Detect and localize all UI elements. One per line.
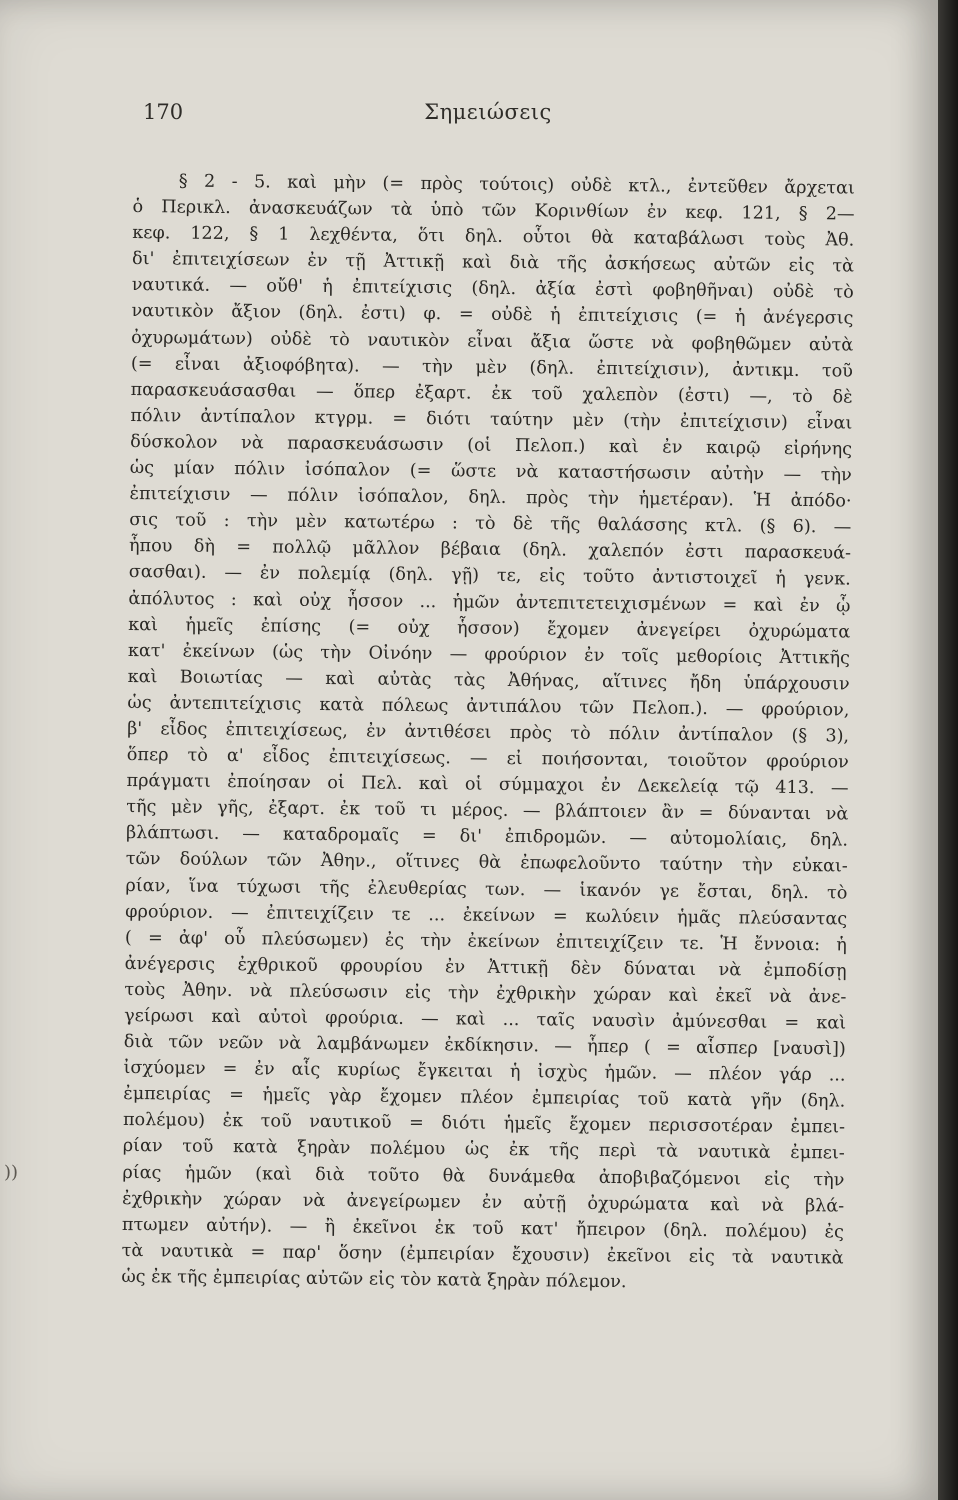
text-line: γείρωσι καὶ αὐτοὶ φρούρια. — καὶ ... ταῖς ναυσὶν ἀμύνεσθαι = καὶ: [124, 1005, 847, 1034]
text-line: τοὺς Ἀθην. νὰ πλεύσωσιν εἰς τὴν ἐχθρικὴν χώραν καὶ ἐκεῖ νὰ ἀνε-: [124, 979, 847, 1008]
text-line: ρίαν, ἵνα τύχωσι τῆς ἐλευθερίας των. — ἱκανόν γε ἔσται, δηλ. τὸ: [125, 875, 848, 904]
notes-text-block: [121, 168, 855, 1298]
text-line: (= εἶναι ἀξιοφόβητα). — τὴν μὲν (δηλ. ἐπιτείχισιν), ἀντικμ. τοῦ: [130, 353, 854, 382]
text-line: ὡς ἀντεπιτείχισις κατὰ πόλεως ἀντιπάλου τῶν Πελοπ.). — φρούριον,: [127, 692, 850, 721]
page-edge-shadow: [938, 0, 958, 1500]
text-line: δύσκολον νὰ παρασκευάσωσιν (οἱ Πελοπ.) καὶ ἐν καιρῷ εἰρήνης: [130, 431, 853, 460]
text-line: ἐμπειρίας = ἡμεῖς γὰρ ἔχομεν πλέον ἐμπειρίας τοῦ κατὰ γῆν (δηλ.: [123, 1084, 846, 1112]
margin-mark: )): [4, 1162, 19, 1183]
text-line: φρούριον. — ἐπιτειχίζειν τε ... ἐκείνων = κωλύειν ἡμᾶς πλεύσαντας: [125, 901, 848, 930]
text-line: ἐπιτείχισιν — πόλιν ἰσόπαλον, δηλ. πρὸς τὴν ἡμετέραν). Ἡ ἀπόδο·: [129, 484, 852, 512]
text-line: β' εἶδος ἐπιτειχίσεως, ἐν ἀντιθέσει πρὸς τὸ πόλιν ἀντίπαλον (§ 3),: [127, 718, 850, 747]
text-line: ναυτικά. — οὔθ' ἡ ἐπιτείχισις (δηλ. ἀξία ἐστὶ φοβηθῆναι) οὐδὲ τὸ: [131, 275, 854, 303]
text-line: ἀνέγερσις ἐχθρικοῦ φρουρίου ἐν Ἀττικῇ δὲν δύναται νὰ ἐμποδίσῃ: [124, 953, 847, 982]
text-line: ρίας ἡμῶν (καὶ διὰ τοῦτο θὰ δυνάμεθα ἀποβιβαζόμενοι εἰς τὴν: [122, 1162, 845, 1191]
text-line: δι' ἐπιτειχίσεων ἐν τῇ Ἀττικῇ καὶ διὰ τῆς ἀσκήσεως αὐτῶν εἰς τὰ: [131, 249, 855, 277]
text-line: παρασκευάσασθαι — ὅπερ ἐξαρτ. ἐκ τοῦ χαλεπὸν (ἐστι) —, τὸ δὲ: [130, 379, 853, 408]
page-number: 170: [143, 100, 184, 124]
text-line: ἰσχύομεν = ἐν αἷς κυρίως ἔγκειται ἡ ἰσχὺς ἡμῶν. — πλέον γάρ ...: [123, 1058, 846, 1086]
text-line: διὰ τῶν νεῶν νὰ λαμβάνωμεν ἐκδίκησιν. — ἧπερ ( = αἷσπερ [ναυσὶ]): [123, 1032, 846, 1060]
text-line: ἀπόλυτος : καὶ οὐχ ἧσσον ... ἡμῶν ἀντεπιτετειχισμένων = καὶ ἐν ᾧ: [128, 588, 851, 617]
text-line: ὡς ἐκ τῆς ἐμπειρίας αὐτῶν εἰς τὸν κατὰ ξηρὰν πόλεμον.: [121, 1266, 627, 1293]
text-line: κεφ. 122, § 1 λεχθέντα, ὅτι δηλ. οὗτοι θὰ καταβάλωσι τοὺς Ἀθ.: [132, 223, 855, 251]
text-line: ὁ Περικλ. ἀνασκευάζων τὰ ὑπὸ τῶν Κορινθίων ἐν κεφ. 121, § 2—: [132, 197, 855, 225]
text-line: ρίαν τοῦ κατὰ ξηρὰν πολέμου ὡς ἐκ τῆς περὶ τὰ ναυτικὰ ἐμπει-: [122, 1136, 845, 1164]
text-line: πόλιν ἀντίπαλον κτγρμ. = διότι ταύτην μὲν (τὴν ἐπιτείχισιν) εἶναι: [130, 405, 853, 434]
text-line: § 2 - 5. καὶ μὴν (= πρὸς τούτοις) οὐδὲ κτλ., ἐντεῦθεν ἄρχεται: [178, 171, 855, 199]
text-line: ἧπου δὴ = πολλῷ μᾶλλον βέβαια (δηλ. χαλεπόν ἐστι παρασκευά-: [128, 536, 852, 564]
page-header: [143, 100, 833, 130]
text-line: ( = ἀφ' οὗ πλεύσωμεν) ἐς τὴν ἐκείνων ἐπιτειχίζειν τε. Ἡ ἔννοια: ἡ: [124, 927, 848, 956]
text-line: πτωμεν αὐτήν). — ἢ ἐκεῖνοι ἐκ τοῦ κατ' ἤπειρον (δηλ. πολέμου) ἐς: [121, 1214, 844, 1243]
text-line: τῆς μὲν γῆς, ἐξαρτ. ἐκ τοῦ τι μέρος. — βλάπτοιεν ἂν = δύνανται νὰ: [126, 797, 849, 825]
text-line: πράγματι ἐποίησαν οἱ Πελ. καὶ οἱ σύμμαχοι ἐν Δεκελείᾳ τῷ 413. —: [126, 771, 849, 799]
text-line: καὶ ἡμεῖς ἐπίσης (= οὐχ ἧσσον) ἔχομεν ἀνεγείρει ὀχυρώματα: [128, 614, 851, 643]
text-line: ναυτικὸν ἄξιον (δηλ. ἐστι) φ. = οὐδὲ ἡ ἐπιτείχισις (= ἡ ἀνέγερσις: [131, 301, 854, 330]
text-line: τῶν δούλων τῶν Ἀθην., οἵτινες θὰ ἐπωφελοῦντο ταύτην τὴν εὐκαι-: [125, 849, 848, 877]
text-line: πολέμου) ἐκ τοῦ ναυτικοῦ = διότι ἡμεῖς ἔχομεν περισσοτέραν ἐμπει-: [122, 1110, 846, 1138]
text-line: ὀχυρωμάτων) οὐδὲ τὸ ναυτικὸν εἶναι ἄξια ὥστε νὰ φοβηθῶμεν αὐτὰ: [131, 327, 854, 356]
text-line: καὶ Βοιωτίας — καὶ αὐτὰς τὰς Ἀθήνας, αἵτινες ἤδη ὑπάρχουσιν: [127, 666, 850, 695]
text-line: σις τοῦ : τὴν μὲν κατωτέρω : τὸ δὲ τῆς θαλάσσης κτλ. (§ 6). —: [129, 510, 852, 538]
text-line: τὰ ναυτικὰ = παρ' ὅσην (ἐμπειρίαν ἔχουσιν) ἐκεῖνοι εἰς τὰ ναυτικὰ: [121, 1240, 844, 1269]
text-line: ὡς μίαν πόλιν ἰσόπαλον (= ὥστε νὰ καταστήσωσιν αὐτὴν — τὴν: [129, 458, 852, 486]
text-line: κατ' ἐκείνων (ὡς τὴν Οἰνόην — φρούριον ἐν τοῖς μεθορίοις Ἀττικῆς: [127, 640, 851, 669]
text-line: ἐχθρικὴν χώραν νὰ ἀνεγείρωμεν ἐν αὐτῇ ὀχυρώματα καὶ νὰ βλά-: [122, 1188, 845, 1217]
running-title: Σημειώσεις: [424, 100, 552, 124]
text-line: σασθαι). — ἐν πολεμίᾳ (δηλ. γῇ) τε, εἰς τοῦτο ἀντιστοιχεῖ ἡ γενκ.: [128, 562, 851, 590]
text-line: βλάπτωσι. — καταδρομαῖς = δι' ἐπιδρομῶν. — αὐτομολίαις, δηλ.: [125, 823, 849, 851]
text-line: ὅπερ τὸ α' εἶδος ἐπιτειχίσεως. — εἰ ποιήσονται, τοιοῦτον φρούριον: [126, 745, 849, 773]
